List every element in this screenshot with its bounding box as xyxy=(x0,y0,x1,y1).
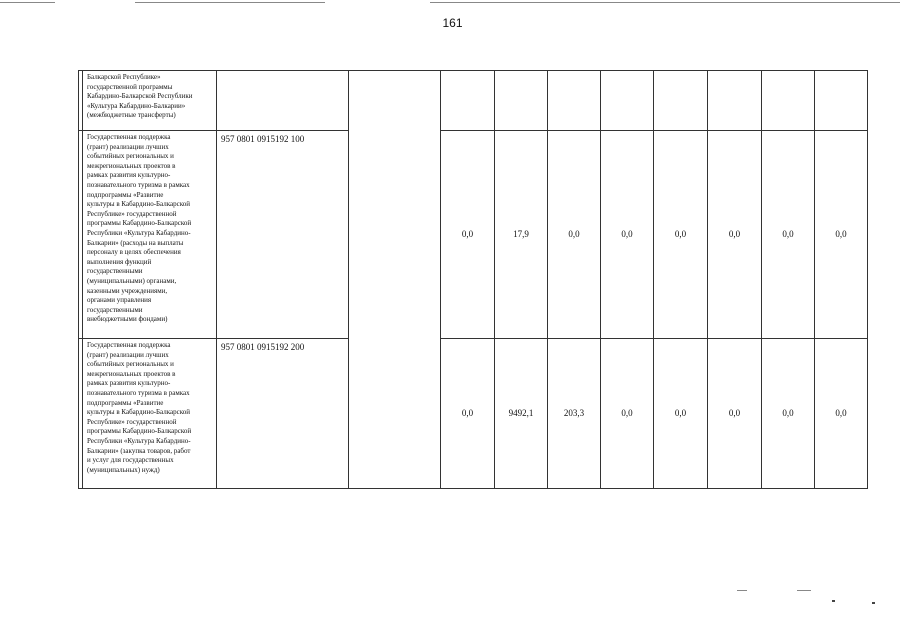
value-cell: 0,0 xyxy=(654,131,708,339)
description-cell xyxy=(83,131,217,339)
value-cell: 0,0 xyxy=(708,339,762,489)
scan-mark-bottom-2 xyxy=(797,590,811,591)
value-cell: 0,0 xyxy=(654,339,708,489)
value-cell xyxy=(762,71,815,131)
table-row xyxy=(79,131,868,339)
description-cell xyxy=(83,71,217,131)
code-cell xyxy=(217,71,349,131)
value-cell xyxy=(548,71,601,131)
table-row xyxy=(79,339,868,489)
value-cell: 17,9 xyxy=(495,131,548,339)
scan-line-top-right xyxy=(430,2,900,3)
budget-table xyxy=(78,70,868,489)
scan-speck-1 xyxy=(832,600,835,602)
value-cell xyxy=(708,71,762,131)
value-cell xyxy=(495,71,548,131)
scan-speck-2 xyxy=(872,602,875,604)
value-cell: 0,0 xyxy=(815,339,868,489)
code-cell: 957 0801 0915192 100 xyxy=(217,131,349,339)
value-cell: 9492,1 xyxy=(495,339,548,489)
value-cell xyxy=(654,71,708,131)
value-cell: 0,0 xyxy=(601,131,654,339)
blank-cell xyxy=(349,71,441,489)
value-cell xyxy=(441,71,495,131)
description-text: Государственная поддержка (грант) реализации лучших событийных региональных и межрегиональных проектов в рамках развития культурно- познавательного туризма в рамках подпрограммы «Развитие культуры в Кабардино-Балкарской Республике» государственной программы Кабардино-Балкарской Республики «Культура Кабардино- Балкарии» (расходы на выплаты персоналу в целях обеспечения выполнения функций государственными (муниципальными) органами, казенными учреждениями, органами управления государственными внебюджетными фондами) xyxy=(87,133,192,324)
code-cell: 957 0801 0915192 200 xyxy=(217,339,349,489)
value-cell: 0,0 xyxy=(762,131,815,339)
description-cell xyxy=(83,339,217,489)
value-cell: 0,0 xyxy=(441,131,495,339)
value-cell: 0,0 xyxy=(601,339,654,489)
scan-line-top-mid xyxy=(135,2,325,3)
value-cell: 0,0 xyxy=(815,131,868,339)
description-text: Государственная поддержка (грант) реализации лучших событийных региональных и межрегиональных проектов в рамках развития культурно- познавательного туризма в рамках подпрограммы «Развитие культуры в Кабардино-Балкарской Республике» государственной программы Кабардино-Балкарской Республики «Культура Кабардино- Балкарии» (закупка товаров, работ и услуг для государственных (муниципальных) нужд) xyxy=(87,341,192,474)
scan-line-top-left xyxy=(0,2,55,3)
description-text: Балкарской Республике» государственной программы Кабардино-Балкарской Республики «Культура Кабардино-Балкарии» (межбюджетные трансферты) xyxy=(87,73,193,120)
value-cell xyxy=(815,71,868,131)
value-cell xyxy=(601,71,654,131)
table-row xyxy=(79,71,868,131)
value-cell: 0,0 xyxy=(548,131,601,339)
value-cell: 0,0 xyxy=(708,131,762,339)
scan-mark-bottom-1 xyxy=(737,590,747,591)
value-cell: 203,3 xyxy=(548,339,601,489)
value-cell: 0,0 xyxy=(762,339,815,489)
value-cell: 0,0 xyxy=(441,339,495,489)
page-number: 161 xyxy=(442,16,463,30)
